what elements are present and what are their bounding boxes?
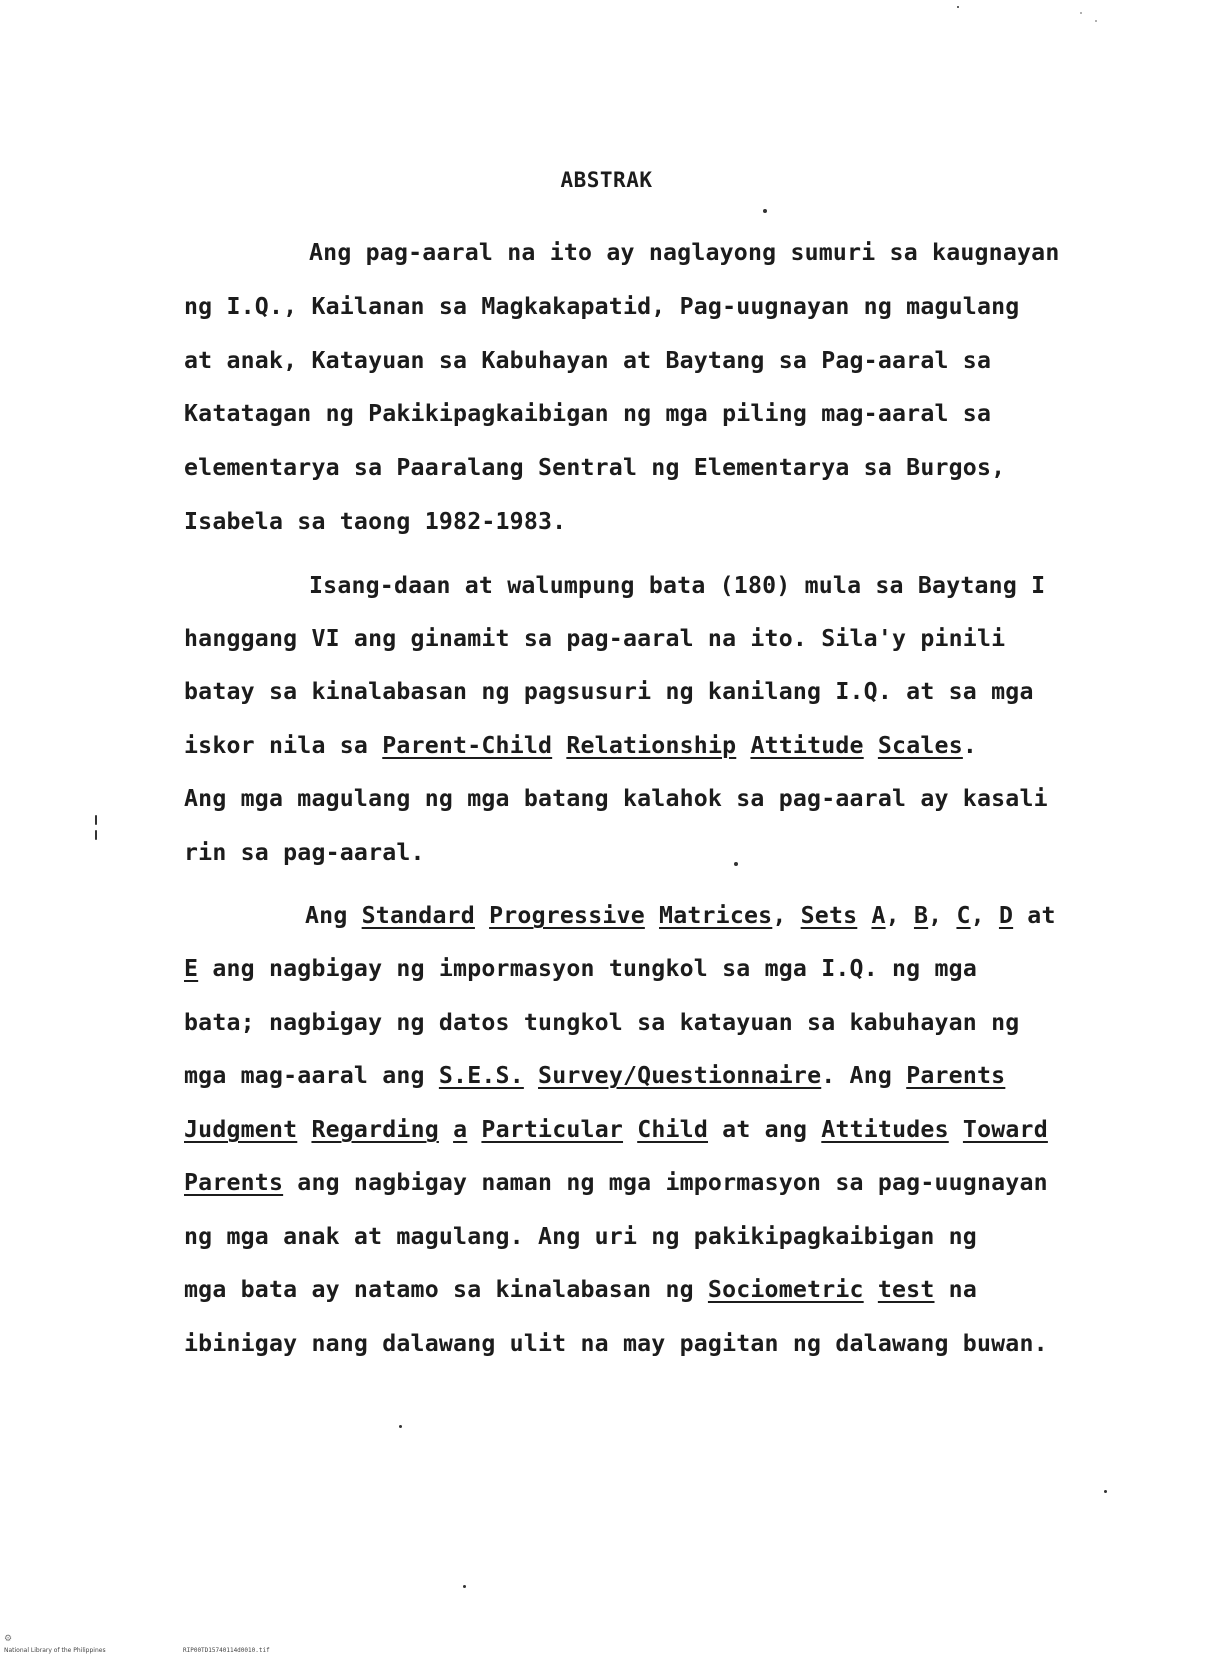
p2-line4: iskor nila sa Parent-Child Relationship Attitude Scales. — [184, 732, 978, 759]
page-title: ABSTRAK — [560, 168, 653, 192]
p3-line1: Ang Standard Progressive Matrices, Sets A, B, C, D at — [305, 902, 1056, 929]
title-parent-child: Parent-Child — [382, 732, 553, 759]
p1-line3: at anak, Katayuan sa Kabuhayan at Baytang sa Pag-aaral sa — [184, 347, 992, 374]
p1-line6: Isabela sa taong 1982-1983. — [184, 508, 567, 535]
p3-line9: ibinigay nang dalawang ulit na may pagitan ng dalawang buwan. — [184, 1330, 1048, 1357]
p1-line1: Ang pag-aaral na ito ay naglayong sumuri sa kaugnayan — [309, 239, 1060, 266]
p3-line8: mga bata ay natamo sa kinalabasan ng Sociometric test na — [184, 1276, 977, 1303]
p3-line5: Judgment Regarding a Particular Child at ang Attitudes Toward — [184, 1116, 1048, 1143]
p3-line2: E ang nagbigay ng impormasyon tungkol sa mga I.Q. ng mga — [184, 955, 977, 982]
library-logo-icon: ⚙ — [4, 1634, 13, 1644]
scan-speck — [1095, 20, 1097, 22]
p3-line4: mga mag-aaral ang S.E.S. Survey/Questionnaire. Ang Parents — [184, 1062, 1006, 1089]
p3-line3: bata; nagbigay ng datos tungkol sa katayuan sa kabuhayan ng — [184, 1009, 1020, 1036]
p3-line6: Parents ang nagbigay naman ng mga impormasyon sa pag-uugnayan — [184, 1169, 1048, 1196]
p2-line1: Isang-daan at walumpung bata (180) mula sa Baytang I — [309, 572, 1046, 599]
p1-line2: ng I.Q., Kailanan sa Magkakapatid, Pag-uugnayan ng magulang — [184, 293, 1020, 320]
scan-speck — [399, 1425, 402, 1428]
footer-library: National Library of the Philippines — [4, 1647, 106, 1654]
title-scales: Scales — [877, 732, 963, 759]
p2-line5: Ang mga magulang ng mga batang kalahok sa pag-aaral ay kasali — [184, 785, 1048, 812]
p1-line5: elementarya sa Paaralang Sentral ng Elementarya sa Burgos, — [184, 454, 1006, 481]
scan-speck — [95, 830, 97, 840]
scan-speck — [734, 862, 738, 866]
scan-speck — [957, 6, 959, 8]
footer-file-id: RIP00TD15740114d0010.tif — [183, 1647, 270, 1654]
scan-speck — [1104, 1490, 1107, 1493]
title-attitude: Attitude — [750, 732, 864, 759]
p1-line4: Katatagan ng Pakikipagkaibigan ng mga piling mag-aaral sa — [184, 400, 992, 427]
p2-line3: batay sa kinalabasan ng pagsusuri ng kanilang I.Q. at sa mga — [184, 678, 1034, 705]
scan-speck — [95, 815, 97, 825]
title-relationship: Relationship — [566, 732, 737, 759]
scan-speck — [1080, 12, 1082, 14]
p2-line2: hanggang VI ang ginamit sa pag-aaral na ito. Sila'y pinili — [184, 625, 1006, 652]
scan-speck — [463, 1585, 466, 1588]
p3-line7: ng mga anak at magulang. Ang uri ng pakikipagkaibigan ng — [184, 1223, 977, 1250]
p2-line6: rin sa pag-aaral. — [184, 839, 425, 866]
scan-speck — [763, 209, 767, 213]
